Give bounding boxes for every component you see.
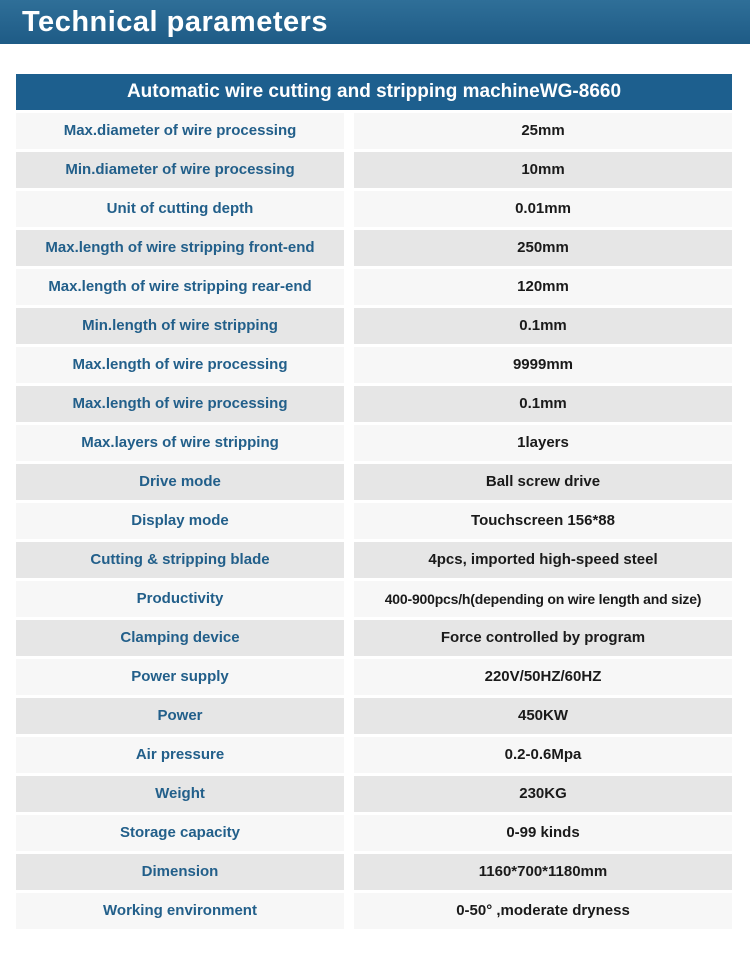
param-label: Weight	[16, 776, 344, 812]
param-label: Working environment	[16, 893, 344, 929]
param-value: Ball screw drive	[354, 464, 732, 500]
table-row	[16, 386, 732, 422]
table-row	[16, 308, 732, 344]
table-row	[16, 854, 732, 890]
param-label: Max.length of wire processing	[16, 386, 344, 422]
param-label: Drive mode	[16, 464, 344, 500]
table-row	[16, 230, 732, 266]
table-caption: Automatic wire cutting and stripping machineWG-8660	[16, 74, 732, 110]
table-row	[16, 503, 732, 539]
param-value: 1layers	[354, 425, 732, 461]
table-row	[16, 425, 732, 461]
param-label: Display mode	[16, 503, 344, 539]
param-value: 0-99 kinds	[354, 815, 732, 851]
param-value: 450KW	[354, 698, 732, 734]
param-label: Min.length of wire stripping	[16, 308, 344, 344]
param-value: 0.1mm	[354, 308, 732, 344]
param-label: Power	[16, 698, 344, 734]
param-value: 400-900pcs/h(depending on wire length and size)	[354, 581, 732, 617]
param-label: Dimension	[16, 854, 344, 890]
param-label: Max.length of wire stripping rear-end	[16, 269, 344, 305]
param-value: 230KG	[354, 776, 732, 812]
table-row	[16, 269, 732, 305]
param-value: 10mm	[354, 152, 732, 188]
param-value: 0-50° ,moderate dryness	[354, 893, 732, 929]
param-value: 120mm	[354, 269, 732, 305]
param-label: Max.diameter of wire processing	[16, 113, 344, 149]
table-row	[16, 776, 732, 812]
param-label: Clamping device	[16, 620, 344, 656]
table-row	[16, 464, 732, 500]
param-label: Productivity	[16, 581, 344, 617]
page-title: Technical parameters	[22, 6, 329, 38]
table-row	[16, 191, 732, 227]
spec-table	[16, 74, 732, 929]
title-banner	[0, 0, 750, 44]
table-row	[16, 737, 732, 773]
param-label: Air pressure	[16, 737, 344, 773]
table-row	[16, 152, 732, 188]
table-row	[16, 581, 732, 617]
param-label: Storage capacity	[16, 815, 344, 851]
table-row	[16, 113, 732, 149]
param-label: Unit of cutting depth	[16, 191, 344, 227]
param-label: Max.length of wire stripping front-end	[16, 230, 344, 266]
param-value: 9999mm	[354, 347, 732, 383]
param-value: 1160*700*1180mm	[354, 854, 732, 890]
param-label: Min.diameter of wire processing	[16, 152, 344, 188]
param-label: Max.length of wire processing	[16, 347, 344, 383]
param-value: 25mm	[354, 113, 732, 149]
param-value: Force controlled by program	[354, 620, 732, 656]
param-value: 4pcs, imported high-speed steel	[354, 542, 732, 578]
param-label: Power supply	[16, 659, 344, 695]
table-row	[16, 893, 732, 929]
table-row	[16, 815, 732, 851]
param-value: 0.1mm	[354, 386, 732, 422]
param-value: 220V/50HZ/60HZ	[354, 659, 732, 695]
table-row	[16, 698, 732, 734]
param-label: Cutting & stripping blade	[16, 542, 344, 578]
table-row	[16, 659, 732, 695]
param-label: Max.layers of wire stripping	[16, 425, 344, 461]
table-row	[16, 542, 732, 578]
param-value: 250mm	[354, 230, 732, 266]
param-value: 0.2-0.6Mpa	[354, 737, 732, 773]
table-row	[16, 347, 732, 383]
table-row	[16, 620, 732, 656]
param-value: 0.01mm	[354, 191, 732, 227]
param-value: Touchscreen 156*88	[354, 503, 732, 539]
